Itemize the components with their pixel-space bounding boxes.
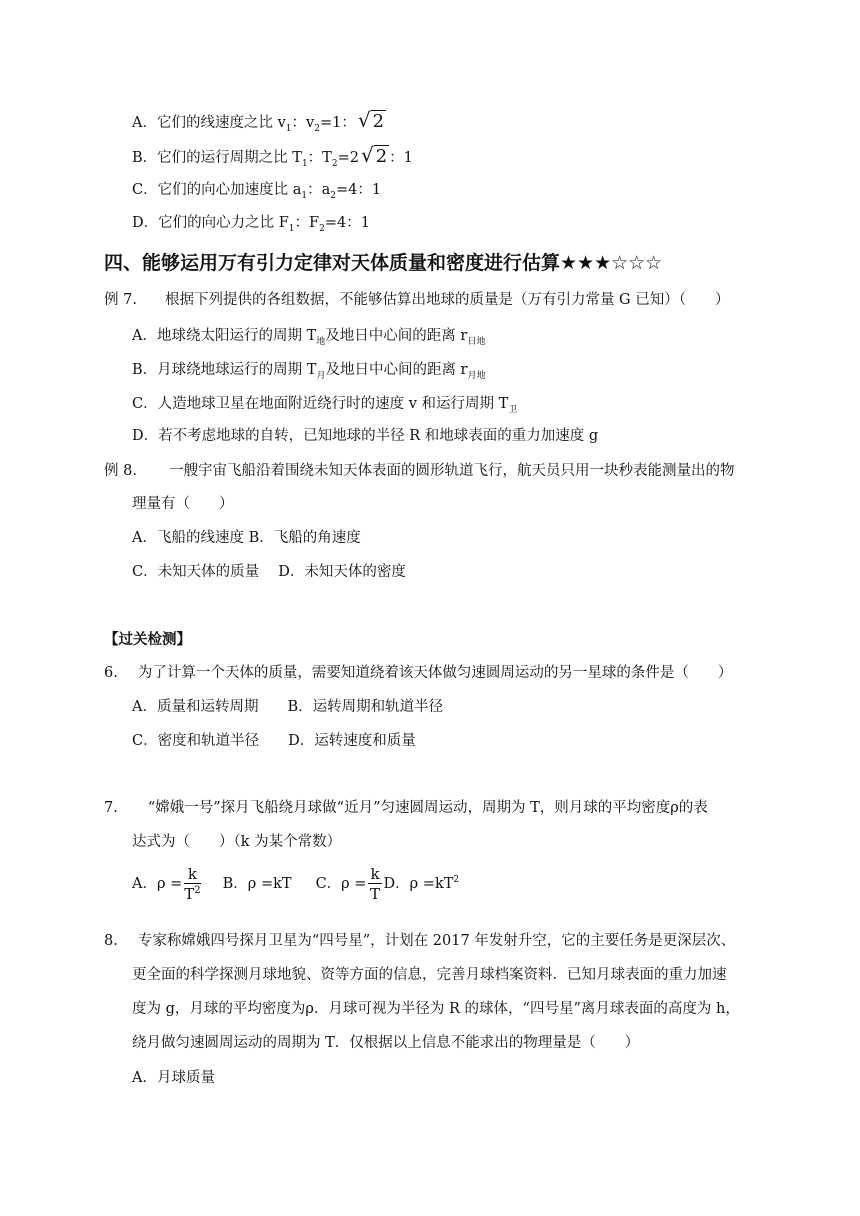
q7-stem-cont: 达式为（ ）（k 为某个常数） xyxy=(132,834,342,850)
q6-options-ab: A．质量和运转周期 B．运转周期和轨道半径 xyxy=(132,699,444,715)
option-c: C．它们的向心加速度比 $a_1$：$a_2=4$：1 xyxy=(132,182,382,201)
example-label: 例 8. xyxy=(104,463,137,479)
question-number: 7. xyxy=(104,800,118,816)
option-d: D．它们的向心力之比 $F_1$：$F_2=4$：1 xyxy=(132,215,370,234)
example8-stem-cont: 理量有（ ） xyxy=(132,496,234,512)
q8-line2: 更全面的科学探测月球地貌、资等方面的信息，完善月球档案资料．已知月球表面的重力加速 xyxy=(132,967,727,983)
fraction: $\frac{k}{T^2}$ xyxy=(184,864,201,903)
sqrt-symbol: √ 2 xyxy=(357,108,385,132)
q7-options: A．ρ = $\frac{k}{T^2}$ B．ρ =kT C．ρ = $\frac{k}{T}$ D．$\rho =kT^2$ xyxy=(132,864,460,903)
example7-option-b: B．月球绕地球运行的周期 $T_月$及地日中心间的距离 $r_{月地}$ xyxy=(132,362,486,381)
section-heading: 四、能够运用万有引力定律对天体质量和密度进行估算★★★☆☆☆ xyxy=(104,252,663,274)
q6-options-cd: C．密度和轨道半径 D．运转速度和质量 xyxy=(132,733,416,749)
q8-line3: 度为 g，月球的平均密度为ρ．月球可视为半径为 R 的球体，“四号星”离月球表面的高度为 h， xyxy=(132,1001,740,1017)
example8-options-ab: A．飞船的线速度 B．飞船的角速度 xyxy=(132,530,361,546)
option-a-prefix: A．它们的线速度之比 v xyxy=(132,115,286,131)
example-label: 例 7. xyxy=(104,292,137,308)
example8-options-cd: C．未知天体的质量 D．未知天体的密度 xyxy=(132,564,406,580)
example7-option-d: D．若不考虑地球的自转，已知地球的半径 R 和地球表面的重力加速度 g xyxy=(132,428,599,444)
q7-stem: 7. “嫦娥一号”探月飞船绕月球做“近月”匀速圆周运动，周期为 T，则月球的平均密度ρ的表 xyxy=(104,800,708,816)
option-a: A．它们的线速度之比 $v_1$：$v_2=1$： √ 2 xyxy=(132,108,385,134)
question-number: 8. xyxy=(104,933,118,949)
q6-stem: 6. 为了计算一个天体的质量，需要知道绕着该天体做匀速圆周运动的另一星球的条件是（ ） xyxy=(104,665,733,681)
example7-option-c: C．人造地球卫星在地面附近绕行时的速度 v 和运行周期 $T_卫$ xyxy=(132,396,518,415)
example8-stem: 例 8. 一艘宇宙飞船沿着围绕未知天体表面的圆形轨道飞行，航天员只用一块秒表能测量出的物 xyxy=(104,463,735,479)
fraction: $\frac{k}{T}$ xyxy=(369,864,380,903)
q8-option-a: A．月球质量 xyxy=(132,1070,215,1086)
q8-line4: 绕月做匀速圆周运动的周期为 T．仅根据以上信息不能求出的物理量是（ ） xyxy=(132,1035,640,1051)
example7-option-a: A．地球绕太阳运行的周期 $T_地$及地日中心间的距离 $r_{日地}$ xyxy=(132,328,486,347)
example7-stem: 例 7. 根据下列提供的各组数据，不能够估算出地球的质量是（万有引力常量 G 已知）（ ） xyxy=(104,292,730,308)
option-b: B．它们的运行周期之比 $T_1$：$T_2=2$ √ 2 ：1 xyxy=(132,143,413,169)
sqrt-symbol: √ 2 xyxy=(360,143,388,167)
q8-line1: 8. 专家称嫦娥四号探月卫星为“四号星”，计划在 2017 年发射升空，它的主要任务是更深层次、 xyxy=(104,933,736,949)
question-number: 6. xyxy=(104,665,118,681)
check-title: 【过关检测】 xyxy=(104,632,191,648)
